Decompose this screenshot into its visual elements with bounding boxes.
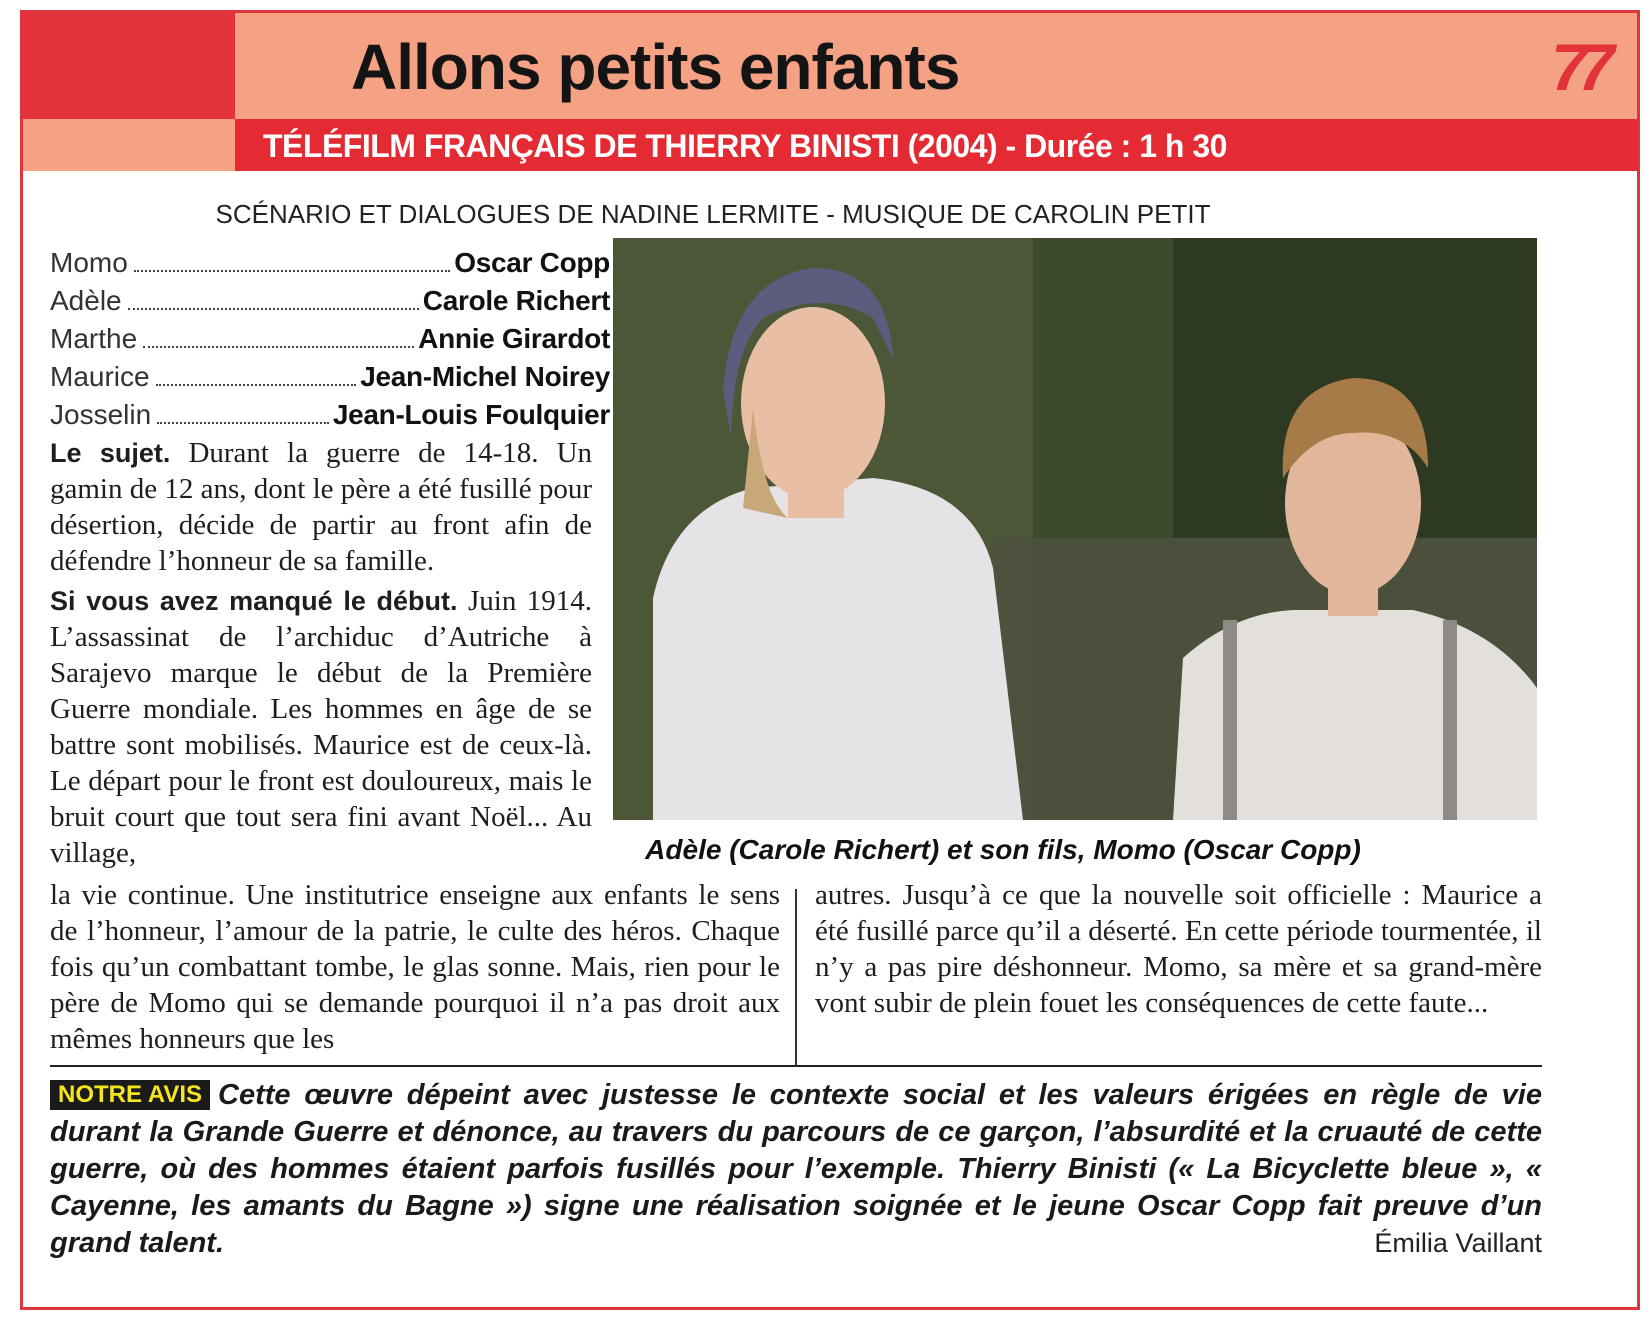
cast-role: Maurice xyxy=(50,361,150,392)
cast-role: Adèle xyxy=(50,285,122,316)
synopsis-column xyxy=(50,435,592,871)
cast-row xyxy=(50,282,610,320)
photo-caption: Adèle (Carole Richert) et son fils, Momo (Oscar Copp) xyxy=(645,834,1361,865)
cast-actor: Carole Richert xyxy=(422,285,610,316)
leader-dots xyxy=(143,346,414,348)
cast-role: Momo xyxy=(50,247,128,278)
cast-row xyxy=(50,358,610,396)
body-left-text: la vie continue. Une institutrice enseigne aux enfants le sens de l’honneur, l’amour de la patrie, le culte des héros. Chaque fois qu’un combattant tombe, le glas sonne. Mais, rien pour le père de Momo qui se demande pourquoi il n’a pas droit aux mêmes honneurs que les xyxy=(50,879,780,1055)
cast-actor: Annie Girardot xyxy=(418,323,610,354)
cast-list xyxy=(50,244,610,434)
cast-role: Marthe xyxy=(50,323,138,354)
cast-actor: Jean-Louis Foulquier xyxy=(332,399,610,430)
body-right-text: autres. Jusqu’à ce que la nouvelle soit officielle : Maurice a été fusillé parce qu’il a déserté. En cette période tourmentée, il n’y a pas pire déshonneur. Momo, sa mère et sa grand-mère vont subir de plein fouet les conséquences de cette faute... xyxy=(815,879,1542,1019)
start-paragraph xyxy=(50,583,592,871)
cast-row xyxy=(50,244,610,282)
photo-illustration xyxy=(613,238,1537,820)
cast-row xyxy=(50,396,610,434)
channel-77-logo-icon: 77 xyxy=(1551,30,1605,104)
review-text: Cette œuvre dépeint avec justesse le contexte social et les valeurs érigées en règle de vie durant la Grande Guerre et dénonce, au travers du parcours de ce garçon, l’absurdité et la cruauté de cette guerre, où des hommes étaient parfois fusillés pour l’exemple. Thierry Binisti (« La Bicyclette bleue », « Cayenne, les amants du Bagne ») signe une réalisation soignée et le jeune Oscar Copp fait preuve d’un grand talent. xyxy=(50,1079,1542,1259)
leader-dots xyxy=(157,422,329,424)
cast-role: Josselin xyxy=(50,399,152,430)
subject-text: Durant la guerre de 14-18. Un gamin de 12 ans, dont le père a été fusillé pour désertion, décide de partir au front afin de défendre l’honneur de sa famille. xyxy=(50,437,593,577)
header-salmon-block xyxy=(23,119,235,171)
leader-dots xyxy=(128,308,419,310)
column-divider xyxy=(795,889,797,1067)
body-right-column xyxy=(815,877,1542,1021)
review-author: Émilia Vaillant xyxy=(1374,1228,1542,1258)
film-subtitle: TÉLÉFILM FRANÇAIS DE THIERRY BINISTI (2004) - Durée : 1 h 30 xyxy=(263,128,1227,164)
cast-actor: Jean-Michel Noirey xyxy=(360,361,610,392)
leader-dots xyxy=(156,384,357,386)
article-frame xyxy=(20,10,1640,1310)
body-left-column xyxy=(50,877,780,1057)
review-section xyxy=(50,1077,1542,1262)
cast-row xyxy=(50,320,610,358)
notre-avis-badge: NOTRE AVIS xyxy=(50,1080,210,1110)
article-title: Allons petits enfants xyxy=(351,31,960,103)
credits-line: SCÉNARIO ET DIALOGUES DE NADINE LERMITE - MUSIQUE DE CAROLIN PETIT xyxy=(215,199,1211,229)
start-lead: Si vous avez manqué le début. xyxy=(50,586,458,616)
leader-dots xyxy=(134,270,450,272)
subject-paragraph xyxy=(50,435,592,579)
section-divider xyxy=(50,1065,1542,1067)
header-red-block xyxy=(23,13,235,119)
film-still-photo xyxy=(613,238,1537,820)
cast-actor: Oscar Copp xyxy=(454,247,610,278)
subject-lead: Le sujet. xyxy=(50,438,171,468)
start-text: Juin 1914. L’assassinat de l’archiduc d’Autriche à Sarajevo marque le début de la Première Guerre mondiale. Les hommes en âge de se battre sont mobilisés. Maurice est de ceux-là. Le départ pour le front est douloureux, mais le bruit court que tout sera fini avant Noël... Au village, xyxy=(50,585,593,869)
